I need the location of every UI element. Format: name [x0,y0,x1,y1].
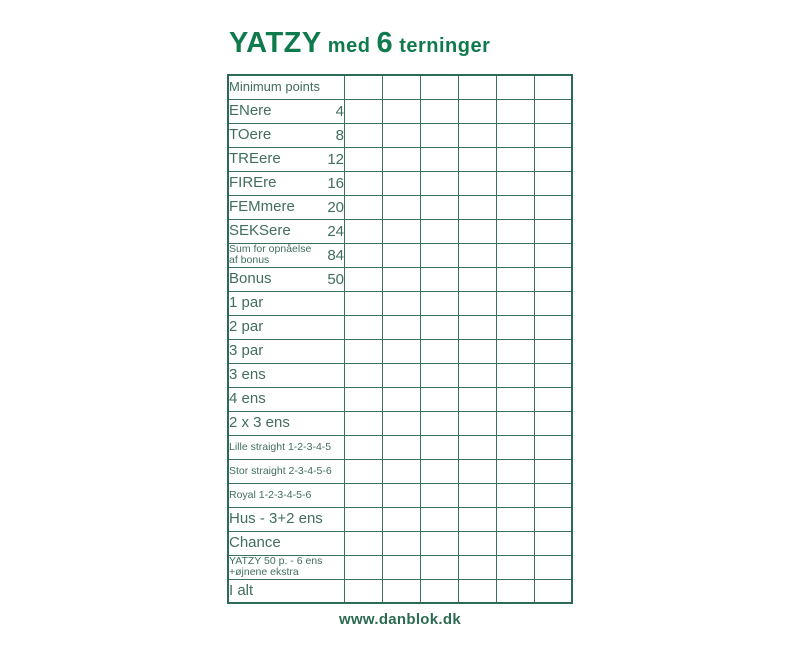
score-cell [420,435,458,459]
score-cell [345,291,383,315]
table-row [228,507,572,531]
row-target-value: 20 [327,198,344,216]
score-cell [382,243,420,267]
score-cell [345,483,383,507]
score-cell [458,99,496,123]
row-label: TREere [229,150,281,167]
score-cell [534,171,572,195]
table-row [228,219,572,243]
score-cell [345,123,383,147]
score-cell [496,339,534,363]
score-cell [458,483,496,507]
score-cell [458,243,496,267]
score-cell [382,219,420,243]
row-label-cell [228,411,345,435]
score-cell [534,123,572,147]
row-label: Minimum points [229,79,321,95]
score-cell [496,195,534,219]
row-label-cell [228,243,345,267]
row-label-cell [228,555,345,579]
score-cell [382,267,420,291]
score-cell [420,243,458,267]
row-label: 2 par [229,318,264,335]
row-label: Bonus [229,270,272,287]
score-cell [420,291,458,315]
score-cell [496,531,534,555]
score-cell [420,531,458,555]
score-cell [420,123,458,147]
score-cell [458,387,496,411]
row-label: SEKSere [229,222,291,239]
row-label-cell [228,531,345,555]
row-label-cell [228,483,345,507]
row-label-cell [228,339,345,363]
row-target-value: 8 [335,126,344,144]
score-cell [496,243,534,267]
score-cell [345,411,383,435]
score-cell [534,291,572,315]
table-row [228,363,572,387]
score-cell [458,363,496,387]
scoresheet-content [227,0,573,628]
row-label: Chance [229,534,281,551]
score-cell [534,363,572,387]
table-row [228,291,572,315]
score-cell [345,363,383,387]
score-cell [458,531,496,555]
table-row [228,387,572,411]
score-cell [345,555,383,579]
score-cell [496,315,534,339]
row-label: Sum for opnåelse [229,243,312,255]
score-cell [534,507,572,531]
score-cell [420,147,458,171]
score-cell [496,99,534,123]
title-word-six: 6 [376,27,394,59]
score-cell [496,75,534,99]
score-cell [458,219,496,243]
score-cell [534,459,572,483]
row-label: Royal 1-2-3-4-5-6 [229,488,312,501]
score-cell [420,339,458,363]
score-cell [458,459,496,483]
score-cell [496,387,534,411]
table-row [228,411,572,435]
score-cell [345,75,383,99]
score-cell [420,555,458,579]
score-cell [458,123,496,147]
score-cell [534,267,572,291]
score-cell [496,459,534,483]
score-cell [496,267,534,291]
table-row [228,339,572,363]
row-label-cell [228,435,345,459]
score-cell [382,147,420,171]
score-cell [534,531,572,555]
score-cell [382,99,420,123]
score-cell [345,267,383,291]
table-row [228,315,572,339]
score-table [227,74,573,604]
score-cell [345,195,383,219]
score-cell [496,219,534,243]
score-cell [420,459,458,483]
row-label-cell [228,315,345,339]
row-label: Lille straight 1-2-3-4-5 [229,440,332,453]
score-cell [458,171,496,195]
table-row [228,123,572,147]
score-cell [534,147,572,171]
score-cell [534,219,572,243]
score-cell [534,315,572,339]
row-label-cell [228,459,345,483]
score-cell [345,99,383,123]
score-cell [382,363,420,387]
table-row [228,459,572,483]
score-cell [382,459,420,483]
score-cell [382,483,420,507]
table-row [228,483,572,507]
score-cell [534,243,572,267]
score-cell [534,435,572,459]
row-label: Stor straight 2-3-4-5-6 [229,464,332,477]
score-cell [496,363,534,387]
table-row [228,243,572,267]
score-cell [382,531,420,555]
table-row [228,267,572,291]
score-cell [496,123,534,147]
score-cell [420,171,458,195]
score-cell [345,459,383,483]
row-label: YATZY 50 p. - 6 ens [229,555,323,567]
row-label-cell [228,363,345,387]
score-cell [420,267,458,291]
row-label-line2: af bonus [229,254,270,266]
score-cell [534,411,572,435]
score-cell [534,75,572,99]
score-cell [345,171,383,195]
score-cell [496,435,534,459]
table-row [228,579,572,603]
row-label: 2 x 3 ens [229,414,290,431]
score-cell [382,315,420,339]
score-cell [345,219,383,243]
score-cell [382,387,420,411]
score-cell [458,579,496,603]
score-cell [458,507,496,531]
row-label: TOere [229,126,272,143]
score-cell [382,435,420,459]
score-cell [420,483,458,507]
row-label: FEMmere [229,198,295,215]
score-cell [458,267,496,291]
score-cell [420,387,458,411]
row-target-value: 16 [327,174,344,192]
page-title [229,26,573,61]
score-cell [345,507,383,531]
title-word-yatzy: YATZY [229,27,322,59]
table-row [228,195,572,219]
row-label-cell [228,291,345,315]
score-cell [534,339,572,363]
score-cell [458,435,496,459]
table-row [228,531,572,555]
score-cell [382,507,420,531]
title-word-med: med [321,35,377,57]
row-label-cell [228,195,345,219]
score-cell [458,555,496,579]
score-cell [420,195,458,219]
score-cell [382,339,420,363]
score-cell [534,579,572,603]
row-label-cell [228,267,345,291]
score-cell [458,411,496,435]
score-cell [420,579,458,603]
row-label-cell [228,171,345,195]
row-label-cell [228,507,345,531]
row-target-value: 84 [327,246,344,264]
row-label: 4 ens [229,390,266,407]
score-cell [345,339,383,363]
score-cell [496,147,534,171]
score-cell [458,315,496,339]
row-label-cell [228,147,345,171]
score-cell [420,507,458,531]
row-label-cell [228,75,345,99]
score-cell [345,243,383,267]
table-row [228,75,572,99]
title-word-terninger: terninger [393,35,491,57]
row-label: Hus - 3+2 ens [229,510,323,527]
row-label-cell [228,99,345,123]
row-label-line2: +øjnene ekstra [229,566,299,578]
score-cell [496,507,534,531]
row-label: 1 par [229,294,264,311]
score-cell [420,99,458,123]
table-row [228,147,572,171]
score-cell [534,195,572,219]
score-cell [496,171,534,195]
row-label-cell [228,219,345,243]
score-cell [458,339,496,363]
score-cell [345,387,383,411]
row-label-cell [228,123,345,147]
score-cell [534,387,572,411]
score-cell [420,363,458,387]
score-cell [420,219,458,243]
row-label: 3 ens [229,366,266,383]
score-cell [458,75,496,99]
score-cell [496,579,534,603]
score-cell [458,147,496,171]
score-cell [420,75,458,99]
score-cell [382,291,420,315]
score-cell [345,579,383,603]
row-target-value: 4 [335,102,344,120]
score-cell [496,555,534,579]
score-cell [420,315,458,339]
row-target-value: 12 [327,150,344,168]
score-cell [382,195,420,219]
row-label: FIREre [229,174,277,191]
score-cell [458,291,496,315]
score-cell [496,291,534,315]
score-cell [534,99,572,123]
score-cell [382,123,420,147]
score-cell [382,555,420,579]
score-cell [496,411,534,435]
score-cell [420,411,458,435]
score-cell [382,411,420,435]
row-label-cell [228,579,345,603]
table-row [228,171,572,195]
score-cell [534,483,572,507]
score-cell [382,171,420,195]
score-cell [345,147,383,171]
footer-url: www.danblok.dk [339,611,461,628]
row-label-cell [228,387,345,411]
score-cell [345,531,383,555]
score-cell [496,483,534,507]
score-cell [345,435,383,459]
score-cell [345,315,383,339]
row-label: ENere [229,102,272,119]
score-table-body [228,75,572,603]
score-cell [458,195,496,219]
score-cell [382,579,420,603]
table-row [228,435,572,459]
row-label: I alt [229,581,254,599]
score-cell [534,555,572,579]
row-label: 3 par [229,342,264,359]
row-target-value: 24 [327,222,344,240]
table-row [228,99,572,123]
score-cell [382,75,420,99]
table-row [228,555,572,579]
row-target-value: 50 [327,270,344,288]
